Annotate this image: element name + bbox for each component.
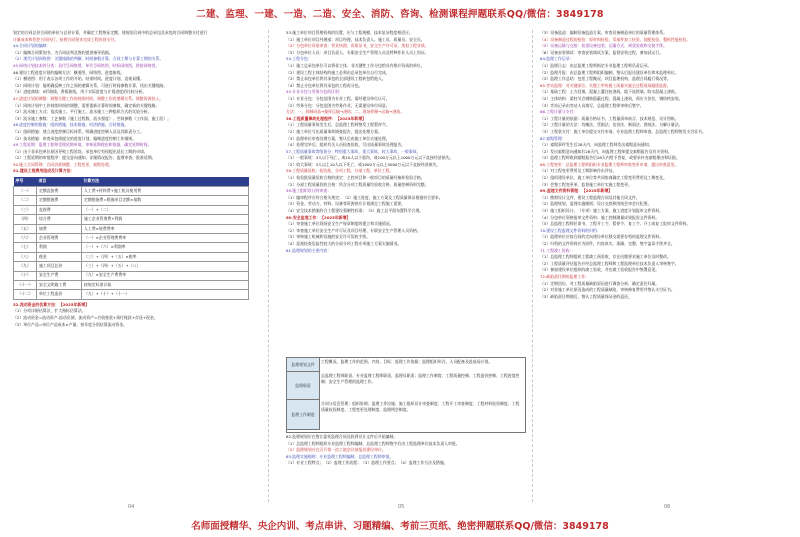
table-cell: 施工项目总价 xyxy=(37,262,82,271)
text-line: （4）设备制造过程的检验：原材料检验、零部件加工检验、装配检验、整机性能检验。 xyxy=(540,36,691,42)
text-line: 59.施工组织设计的审查： xyxy=(286,188,332,194)
table-cell: 定额措施费=措施项目定额×基数 xyxy=(82,196,249,205)
table-row xyxy=(14,243,249,252)
text-line: 54.工程分包： xyxy=(286,56,312,62)
text-line: 方法：一、拌制成品→搅拌运输→浇筑；二、现场拌制→运输→浇筑。 xyxy=(286,109,405,115)
text-line: （4）处理完毕后，组织有关人员检查验收，写出质量事故处理报告。 xyxy=(286,142,406,148)
text-line: 划定的合同总价合同的单价与总价计算，并确定工程签证定额，使规划合同中的总承包及承包的合同调整支付进行 xyxy=(13,30,208,35)
table-row xyxy=(14,280,249,289)
text-line: 计量成本和管控合同执行，按照合同要求完成工程价款支付。 xyxy=(13,36,119,42)
text-line: （1）施工单位项目经理部：项目经理、技术负责人、施工员、质量员、安全员。 xyxy=(286,36,425,42)
column-divider-left xyxy=(268,30,269,502)
text-line: （2）技术措施：审查承包商提交的进度计划，编制进度控制工作细则。 xyxy=(13,135,137,141)
table-row xyxy=(14,224,249,233)
text-line: （4）巡视检查危险性较大的分部分项工程专项施工方案实施情况。 xyxy=(286,241,402,246)
table-cell: （五） xyxy=(14,224,37,233)
page-number-right: 06 xyxy=(664,504,671,510)
table-cell: （九） xyxy=(14,262,37,271)
table-cell: 综合费 xyxy=(37,215,82,224)
text-line: （3）监理工程师收到索赔报告后28天内给予答复，或要求补充索赔理由和证据。 xyxy=(540,155,680,161)
text-line: 56.工程质量事故处理程序：【2025年新增】 xyxy=(286,115,366,121)
text-line: （3）进度曲线：S形曲线、香蕉曲线，用于实际进度与计划进度的比较分析。 xyxy=(13,89,147,95)
text-line: （3）缺陷责任期满后，签认工程质量保证金的返还。 xyxy=(540,293,632,299)
text-line: （3）监理工作总结：包括工程概况、项目监理机构、监理合同履行情况等。 xyxy=(540,76,671,82)
text-line: 68.工程变更：总监理工程师组织专业监理工程师审查变更申请，提出审查意见。 xyxy=(540,161,679,167)
text-line: 71.工程竣工验收： xyxy=(540,247,574,253)
table-cell: （七） xyxy=(14,243,37,252)
table-cell: （八） xyxy=(14,252,37,261)
text-line: （2）分部工程质量验收合格：所含分项工程质量均验收合格，质量控制资料完整。 xyxy=(286,181,429,187)
table-cell: （三）+（四）+（五）+（八） xyxy=(82,262,249,271)
text-line: 66.工程计量与支付： xyxy=(540,109,578,115)
text-line: （1）索赔事件发生后28天内，向监理工程师发出索赔意向通知。 xyxy=(540,142,653,148)
text-line: （2）对非施工单位原因造成的工程质量缺陷，审核修复费用并签认支付证书。 xyxy=(540,287,675,293)
text-line: （2）工程质量评估报告应经总监理工程师和工程监理单位技术负责人审核签字。 xyxy=(540,260,679,266)
text-line: （1）定期回访，对工程质量缺陷原因进行调查分析，确定责任归属。 xyxy=(540,280,660,286)
page-number-middle: 05 xyxy=(398,504,405,510)
text-line: （1）基础工程：土方回填，混凝土灌注桩浇筑，地下连续墙、防水混凝土浇筑。 xyxy=(540,89,679,95)
text-line: （2）工程延期的审批程序：提交意向通知、详细情况报告、监理审查、批准延期。 xyxy=(13,155,156,161)
table-cell: （一）+（二） xyxy=(82,205,249,214)
text-line: 70.建设工程监理文件资料的归档： xyxy=(540,227,601,233)
text-line: （2）监理规划应在召开第一次工地会议前报送建设单位。 xyxy=(286,447,386,453)
table-header-cell: 项目 xyxy=(37,177,82,187)
text-line: 45.网络计划技术的分类：双代号网络图，单代号网络图，时标网络图，搭接网络图。 xyxy=(13,62,160,68)
text-line: （5）设备运输与交接：检查设备包装、运输方式、到货验收和交接手续。 xyxy=(540,43,667,49)
text-line: （2）发出索赔意向通知后28天内，向监理工程师提交索赔报告及有关资料。 xyxy=(540,148,672,154)
text-line: 44.合同计划的编制： xyxy=(13,43,51,49)
table-cell: （三）+（四）+（五）×税率 xyxy=(82,252,249,261)
table-row xyxy=(14,215,249,224)
text-line: （3）施工组织设计、（专项）施工方案、施工进度计划报审文件资料。 xyxy=(540,208,664,214)
table-cell: 直接费 xyxy=(37,205,82,214)
text-line: （1）编审程序应符合相关规定；（2）施工进度、施工方案及工程质量保证措施符合要求。 xyxy=(286,194,443,200)
text-line: 65.旁站监理：对关键部位、关键工序的施工质量实施全过程现场跟班监督。 xyxy=(540,82,671,88)
text-line: （3）会签工程变更单，监督施工单位实施工程变更。 xyxy=(540,181,632,187)
text-line: 50.施工合同管理：合同价款调整、工程变更、索赔处理。 xyxy=(13,161,113,167)
table-cell: （一）×企业管理费费率 xyxy=(82,234,249,243)
box-row-label: 监理工作制度 xyxy=(287,400,320,430)
table-row xyxy=(14,262,249,271)
text-line: （2）劳务分包：分包范围为劳务作业，无需建设单位同意。 xyxy=(286,102,390,108)
column-divider-right xyxy=(532,30,533,502)
text-line: （3）单位产品=单位产品成本×产量，按年度分别估算流动资金。 xyxy=(13,321,128,327)
text-line: （3）旁站记录由旁站人员填写，总监理工程师审核后签字。 xyxy=(540,102,644,108)
text-line: （5）总监理工程师任命书、工程开工令、暂停令、复工令、开工或复工报审文件资料。 xyxy=(540,221,691,227)
text-line: （2）分包单位资质审查：营业执照、资质证书、安全生产许可证、类似工程业绩。 xyxy=(286,43,429,49)
text-line: （1）施工总承包单位可以将非主体、非关键性工作分包给具有相应资质的单位。 xyxy=(286,62,425,68)
table-header-cell: 计算方法 xyxy=(82,177,249,187)
box-row-label: 监理规划文件 xyxy=(287,358,320,372)
text-line: （1）工程质量事故发生后，总监理工程师签发工程暂停令。 xyxy=(286,122,390,128)
text-line: （1）监理单位应按合同约定向建设单位移交需要存档的监理文件资料。 xyxy=(540,234,664,240)
table-row xyxy=(14,205,249,214)
text-line: （1）编制合同策划书，为合同谈判及签约提供指导依据。 xyxy=(13,49,113,55)
text-line: （1）分项详细估算法，扩大指标估算法。 xyxy=(13,308,86,314)
table-cell: （三） xyxy=(14,205,37,214)
text-line: （2）工程计量的方法：均摊法、凭据法、估价法、断面法、图纸法、分解计量法。 xyxy=(540,122,683,128)
text-line: 48.进度控制的措施：组织措施、技术措施、经济措施、合同措施。 xyxy=(13,122,129,128)
text-line: 63.监理实施细则：专业监理工程师编制，总监理工程师审批。 xyxy=(286,453,394,459)
text-line: （2）流动资金=流动资产-流动负债，流动资产=应收账款+预付账款+存货+现金。 xyxy=(13,314,158,320)
text-line: （4）禁止分包单位将其承包的工程再分包。 xyxy=(286,82,363,88)
text-line: （1）横道图：用于表示各项工作的开始、结束时间，进度计划，直观易懂。 xyxy=(13,76,144,82)
table-cell: 定额措施费 xyxy=(37,196,82,205)
table-cell: （十二） xyxy=(14,290,37,299)
table-cell: （九）×安全生产费费率 xyxy=(82,271,249,280)
text-line: （1）监理日志：由总监理工程师指定专业监理工程师负责记录。 xyxy=(540,62,652,68)
text-line: （1）总监理工程师组织工程竣工预验收，存在问题要求施工单位及时整改。 xyxy=(540,254,671,260)
text-line: 49.工程延期：监理工程师受理延期申请，审核延期理由和依据，确定延期时间。 xyxy=(13,142,152,148)
text-line: 53.施工单位项目管理机构的设置，应与工程规模、技术复杂程度相适应。 xyxy=(286,30,413,35)
text-line: （2）施工单位写出质量事故调查报告，提出处理方案。 xyxy=(286,128,382,134)
text-line: （1）网络计划中工作持续时间的调整，需要重新计算时间参数，确定新的关键线路。 xyxy=(13,102,160,108)
table-row xyxy=(14,252,249,261)
text-line: 60.安全监理工作：【2025年新增】 xyxy=(286,214,351,220)
text-line: （1）一般事故：3人以下死亡，或10人以下重伤，或100万元以上1000万元以下直接经济损失。 xyxy=(286,155,454,161)
text-line: 72.缺陷责任期的监理工作： xyxy=(540,273,589,279)
table-cell: （十一） xyxy=(14,280,37,289)
text-line: （2）建设工程主体结构的施工必须由总承包单位自行完成。 xyxy=(286,69,390,75)
text-line: （1）工程计量的依据：质量合格证书、工程量清单前言、技术规范、设计图纸。 xyxy=(540,115,679,121)
text-line: 62.监理规划应在签订委托监理合同及收到设计文件后开始编制。 xyxy=(286,434,398,439)
page-column-middle-lower xyxy=(286,434,524,498)
box-row-text: 总监理工程师职责、专业监理工程师职责、监理员职责；监理工作制度；工程质量控制、工程造价控制、工程进度控制；安全生产管理的监理工作。 xyxy=(321,373,520,384)
table-cell: （四） xyxy=(14,215,37,224)
text-line: （4）分包单位资格报审文件资料；施工控制测量成果报验文件资料。 xyxy=(540,214,660,220)
text-line: （2）现代计划网络图：关键线路的判断、时间参数计算、合同工期与计算工期的关系。 xyxy=(13,56,164,62)
text-line: （2）监理规划、监理实施细则；设计交底和图纸会审会议纪要。 xyxy=(540,201,652,207)
text-line: 52.流动资金的估算方法：【2025年新增】 xyxy=(13,301,90,307)
text-line: （1）由于非承包单位原因导致工程延误，承包单位有权提出延长工期的申请。 xyxy=(13,148,148,154)
table-cell: 按规定标准计取 xyxy=(82,280,249,289)
text-line: 64.监理工作记录： xyxy=(540,56,574,62)
text-line: （3）参加建设单位组织的竣工验收，并在竣工验收报告中签署意见。 xyxy=(540,267,660,273)
page-number-left: 04 xyxy=(128,504,135,510)
text-line: （2）网络计划：能明确反映工作之间的逻辑关系，可进行时间参数计算，找出关键线路。 xyxy=(13,82,168,88)
text-line: （2）组织建设单位、施工单位等共同协商确定工程变更费用及工期变化。 xyxy=(540,175,667,181)
text-line: （3）工程款支付：施工单位提交支付申请，专业监理工程师审查，总监理工程师签发支付证书。 xyxy=(540,128,706,134)
table-cell: （一） xyxy=(14,187,37,196)
text-line: （3）监理单位审查处理方案，签认后由施工单位实施处理。 xyxy=(286,135,390,141)
table-row xyxy=(14,234,249,243)
text-line: （2）较大事故：3人以上10人以下死亡，或1000万元以上5000万元以下直接经济损失。 xyxy=(286,161,441,167)
supervision-plan-box xyxy=(286,357,526,433)
table-cell: 定额直接费 xyxy=(37,187,82,196)
text-line: 57.工程质量事故等级划分：特别重大事故、重大事故、较大事故、一般事故。 xyxy=(286,148,421,154)
table-cell: 人工费+材料费+施工机具使用费 xyxy=(82,187,249,196)
table-cell: 人工费×规费费率 xyxy=(82,224,249,233)
text-line: （3）审核施工机械和设施的安全许可验收手续。 xyxy=(286,234,371,240)
page-footer-banner: 名师面授精华、央企内训、考点串讲、习题精编、考前三页纸、绝密押题联系QQ/微信：3849178 xyxy=(191,521,609,532)
text-line: （1）对工程变更费用及工期影响作出评估。 xyxy=(540,168,617,174)
text-line: （1）审查施工单位现场安全生产规章制度的建立和实施情况。 xyxy=(286,221,394,227)
cost-calculation-table xyxy=(13,177,249,300)
text-line: （4）安全技术措施符合工程建设强制性标准；（5）施工总平面布置科学合理。 xyxy=(286,208,424,214)
box-row-label: 监理职责 xyxy=(287,372,320,400)
table-cell: 施工企业管理费+利润 xyxy=(82,215,249,224)
table-row xyxy=(14,187,249,196)
table-cell: 企业管理费 xyxy=(37,234,82,243)
table-cell: （二） xyxy=(14,196,37,205)
text-line: （1）勘察设计文件、建设工程监理合同及其他合同文件。 xyxy=(540,194,640,200)
text-line: （2）审查施工单位安全生产许可证及项目经理、专职安全生产管理人员资格。 xyxy=(286,227,421,233)
text-line: （3）禁止承包单位将其承包的全部建设工程转包给他人。 xyxy=(286,76,386,82)
text-line: （3）流水施工参数：工艺参数（施工过程数、流水强度）、空间参数（工作面、施工段）。 xyxy=(13,115,172,121)
table-cell: 单位工程造价 xyxy=(37,290,82,299)
page-column-right xyxy=(540,30,778,498)
table-cell: 规费 xyxy=(37,224,82,233)
text-line: （3）分包单位人员：项目负责人、专职安全生产管理人员及特种作业人员上岗证。 xyxy=(286,49,429,55)
table-cell: （十） xyxy=(14,271,37,280)
text-line: 67.索赔管理： xyxy=(540,135,566,141)
text-line: 69.监理文件资料管理：【2025年新增】 xyxy=(540,188,613,194)
page-header-banner: 二建、监理、一建、一造、二造、安全、消防、咨询、检测课程押题联系QQ/微信：3849178 xyxy=(196,9,604,20)
text-line: （1）专业工程特点；（2）监理工作流程；（3）监理工作要点；（4）监理工作方法及措施。 xyxy=(286,460,448,466)
text-line: 55.专业分包与劳务分包的区别： xyxy=(286,89,343,95)
text-line: （2）主体结构：梁柱节点钢筋隐蔽过程，混凝土浇筑，预应力张拉，钢结构安装。 xyxy=(540,95,683,101)
table-row xyxy=(14,196,249,205)
table-header-cell: 序号 xyxy=(14,177,37,187)
text-line: （3）资金、劳动力、材料、设备等资源供应计划满足工程施工需要。 xyxy=(286,201,406,207)
text-line: （3）设备监造：编制设备监造方案，审查设备制造单位的质量管理体系。 xyxy=(540,30,667,35)
table-cell: 安全文明施工费 xyxy=(37,280,82,289)
table-row xyxy=(14,271,249,280)
text-line: （1）专业分包：分包范围为专业工程，需经建设单位认可。 xyxy=(286,95,390,101)
table-cell: 安全生产费 xyxy=(37,271,82,280)
text-line: （2）监理月报：由总监理工程师组织编制，签认后报送建设单位和本监理单位。 xyxy=(540,69,679,75)
text-line: 47.进度计划的调整：调整关键工作的持续时间、调整工作的逻辑关系、调整资源投入。 xyxy=(13,95,164,101)
table-cell: （九）+（十）+（十一） xyxy=(82,290,249,299)
text-line: （1）总监理工程师组织专业监理工程师编制，总监理工程师签字后由工程监理单位技术负责人审批。 xyxy=(286,440,460,446)
table-cell: （一）+（六）×利润率 xyxy=(82,243,249,252)
text-line: （2）流水施工方式：依次施工、平行施工、流水施工三种组织方式的比较分析。 xyxy=(13,109,152,115)
box-row-text: 工程概况、监理工作的范围、内容、目标；监理工作依据；监理组织形式、人员配备及进退场计划。 xyxy=(321,359,493,364)
box-row-text: 合同与信息管理；组织协调；监理工作设施；施工组织设计审查制度、工程开工审查制度、工程材料检验制度、工程质量检验制度、工程变更处理制度、监理例会制度。 xyxy=(321,401,520,412)
table-row xyxy=(14,290,249,299)
text-line: 51.建设工程费用组成及计算方法： xyxy=(13,168,75,174)
text-line: （6）设备安装调试：审查安装调试方案，监督安装过程，参加试运行。 xyxy=(540,49,664,55)
text-line: （1）检验批质量验收合格的规定：主控项目和一般项目的质量经抽样检验合格。 xyxy=(286,175,425,181)
text-line: 46.建设工程进度计划的编制方法：横道图、网络图、进度曲线。 xyxy=(13,69,125,75)
text-line: （2）归档的文件资料应为原件，内容真实、准确、完整，签字盖章手续齐全。 xyxy=(540,241,675,246)
table-cell: 利润 xyxy=(37,243,82,252)
text-line: （1）组织措施：建立进度控制目标体系，明确进度控制人员及其职责分工。 xyxy=(13,128,144,134)
table-cell: （六） xyxy=(14,234,37,243)
text-line: 58.工程质量验收：检验批、分项工程、分部工程、单位工程。 xyxy=(286,168,394,174)
page-column-left xyxy=(13,30,251,498)
table-cell: 税金 xyxy=(37,252,82,261)
text-line: 61.监理规划的主要内容： xyxy=(286,247,332,253)
